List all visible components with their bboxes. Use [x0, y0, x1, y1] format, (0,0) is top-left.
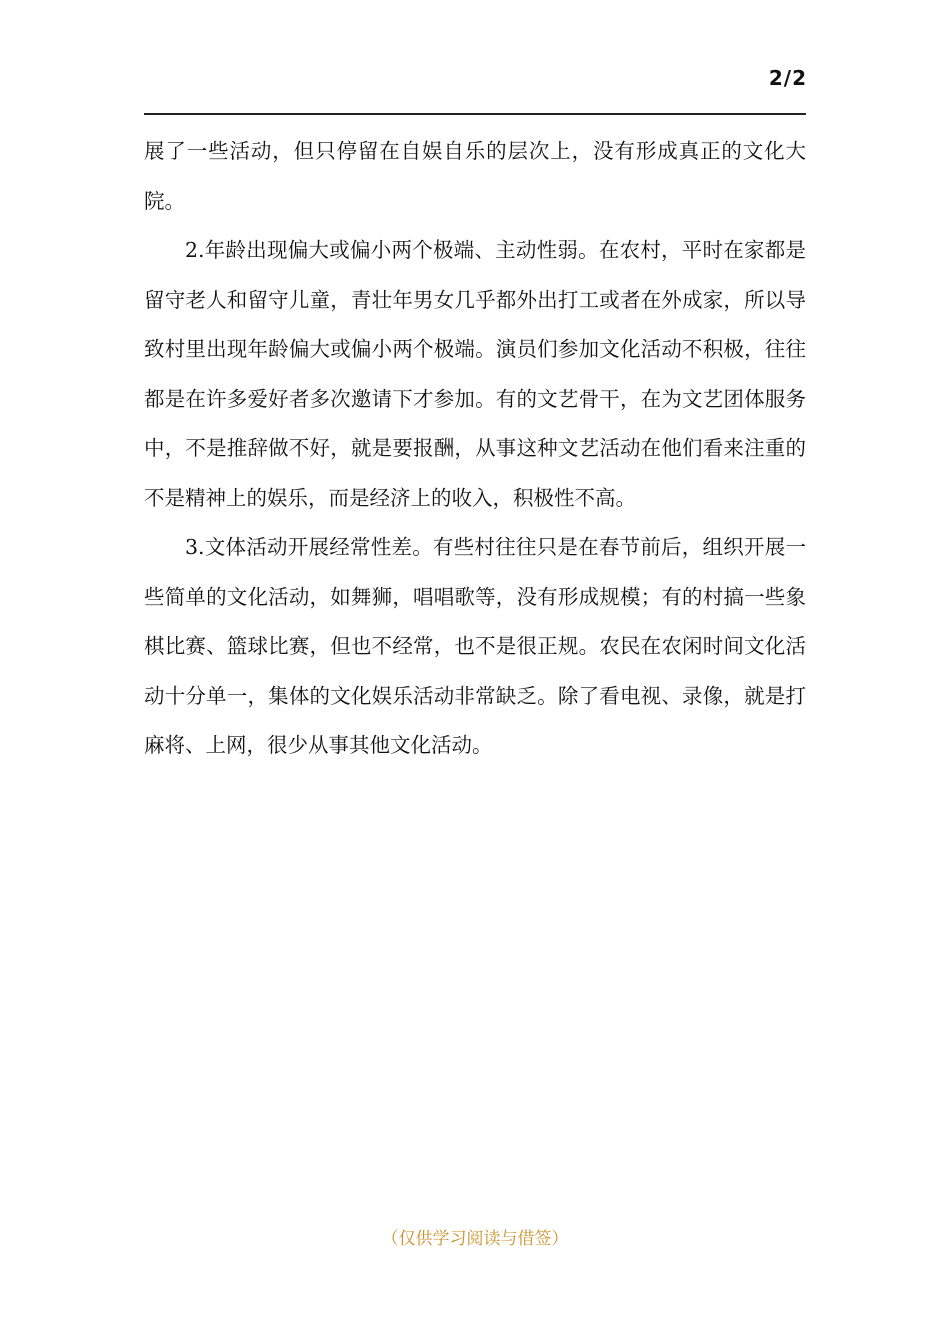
paragraph-continuation: 展了一些活动，但只停留在自娱自乐的层次上，没有形成真正的文化大院。: [144, 139, 806, 213]
paragraph-age-extremes: 2.年龄出现偏大或偏小两个极端、主动性弱。在农村，平时在家都是留守老人和留守儿童，青壮年男女几乎都外出打工或者在外成家，所以导致村里出现年龄偏大或偏小两个极端。演员们参加文化活动不积极，往往都是在许多爱好者多次邀请下才参加。有的文艺骨干，在为文艺团体服务中，不是推辞做不好，就是要报酬，从事这种文艺活动在他们看来注重的不是精神上的娱乐，而是经济上的收入，积极性不高。: [144, 238, 806, 510]
header-divider: [144, 113, 806, 115]
document-body: [144, 127, 806, 771]
page-number: 2/2: [768, 66, 807, 90]
paragraph-activity-frequency: 3.文体活动开展经常性差。有些村往往只是在春节前后，组织开展一些简单的文化活动，如舞狮，唱唱歌等，没有形成规模；有的村搞一些象棋比赛、篮球比赛，但也不经常，也不是很正规。农民在农闲时间文化活动十分单一，集体的文化娱乐活动非常缺乏。除了看电视、录像，就是打麻将、上网，很少从事其他文化活动。: [144, 535, 806, 757]
footer-note: （仅供学习阅读与借签）: [381, 1229, 569, 1249]
